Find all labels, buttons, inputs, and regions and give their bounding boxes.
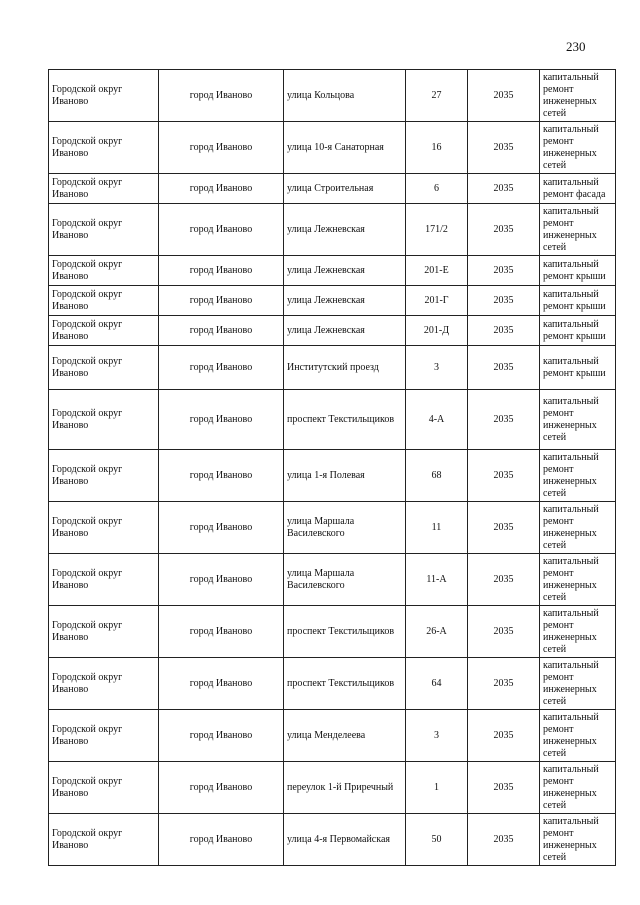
municipal-district-cell: Городской округ Иваново: [49, 256, 159, 286]
year-cell: 2035: [468, 174, 540, 204]
municipal-district-cell: Городской округ Иваново: [49, 316, 159, 346]
municipal-district-cell: Городской округ Иваново: [49, 658, 159, 710]
city-cell: город Иваново: [159, 658, 284, 710]
year-cell: 2035: [468, 814, 540, 866]
work-type-cell: капитальный ремонт инженерных сетей: [540, 710, 616, 762]
work-type-cell: капитальный ремонт инженерных сетей: [540, 390, 616, 450]
municipal-district-cell: Городской округ Иваново: [49, 286, 159, 316]
municipal-district-cell: Городской округ Иваново: [49, 204, 159, 256]
street-cell: улица 10-я Санаторная: [284, 122, 406, 174]
house-number-cell: 6: [406, 174, 468, 204]
work-type-cell: капитальный ремонт крыши: [540, 316, 616, 346]
year-cell: 2035: [468, 286, 540, 316]
house-number-cell: 3: [406, 346, 468, 390]
work-type-cell: капитальный ремонт инженерных сетей: [540, 658, 616, 710]
street-cell: улица Лежневская: [284, 316, 406, 346]
city-cell: город Иваново: [159, 204, 284, 256]
table-row: [49, 710, 616, 762]
municipal-district-cell: Городской округ Иваново: [49, 814, 159, 866]
street-cell: проспект Текстильщиков: [284, 658, 406, 710]
work-type-cell: капитальный ремонт инженерных сетей: [540, 814, 616, 866]
city-cell: город Иваново: [159, 762, 284, 814]
year-cell: 2035: [468, 450, 540, 502]
year-cell: 2035: [468, 122, 540, 174]
city-cell: город Иваново: [159, 174, 284, 204]
work-type-cell: капитальный ремонт инженерных сетей: [540, 554, 616, 606]
house-number-cell: 201-Е: [406, 256, 468, 286]
table-row: [49, 204, 616, 256]
work-type-cell: капитальный ремонт фасада: [540, 174, 616, 204]
repair-schedule-table: [48, 69, 616, 866]
municipal-district-cell: Городской округ Иваново: [49, 502, 159, 554]
year-cell: 2035: [468, 658, 540, 710]
house-number-cell: 27: [406, 70, 468, 122]
street-cell: улица 1-я Полевая: [284, 450, 406, 502]
year-cell: 2035: [468, 256, 540, 286]
city-cell: город Иваново: [159, 346, 284, 390]
municipal-district-cell: Городской округ Иваново: [49, 554, 159, 606]
street-cell: проспект Текстильщиков: [284, 390, 406, 450]
street-cell: улица 4-я Первомайская: [284, 814, 406, 866]
table-row: [49, 762, 616, 814]
work-type-cell: капитальный ремонт крыши: [540, 256, 616, 286]
house-number-cell: 3: [406, 710, 468, 762]
work-type-cell: капитальный ремонт инженерных сетей: [540, 502, 616, 554]
municipal-district-cell: Городской округ Иваново: [49, 450, 159, 502]
house-number-cell: 50: [406, 814, 468, 866]
table-body: [49, 70, 616, 866]
municipal-district-cell: Городской округ Иваново: [49, 122, 159, 174]
house-number-cell: 11: [406, 502, 468, 554]
work-type-cell: капитальный ремонт крыши: [540, 346, 616, 390]
table-row: [49, 316, 616, 346]
year-cell: 2035: [468, 710, 540, 762]
year-cell: 2035: [468, 554, 540, 606]
year-cell: 2035: [468, 204, 540, 256]
city-cell: город Иваново: [159, 606, 284, 658]
street-cell: переулок 1-й Приречный: [284, 762, 406, 814]
work-type-cell: капитальный ремонт инженерных сетей: [540, 762, 616, 814]
municipal-district-cell: Городской округ Иваново: [49, 710, 159, 762]
page-number: 230: [566, 39, 586, 54]
city-cell: город Иваново: [159, 502, 284, 554]
city-cell: город Иваново: [159, 450, 284, 502]
street-cell: улица Лежневская: [284, 204, 406, 256]
work-type-cell: капитальный ремонт инженерных сетей: [540, 122, 616, 174]
municipal-district-cell: Городской округ Иваново: [49, 70, 159, 122]
street-cell: улица Менделеева: [284, 710, 406, 762]
city-cell: город Иваново: [159, 286, 284, 316]
table-row: [49, 450, 616, 502]
year-cell: 2035: [468, 390, 540, 450]
table-row: [49, 174, 616, 204]
year-cell: 2035: [468, 346, 540, 390]
city-cell: город Иваново: [159, 710, 284, 762]
year-cell: 2035: [468, 762, 540, 814]
city-cell: город Иваново: [159, 390, 284, 450]
house-number-cell: 171/2: [406, 204, 468, 256]
city-cell: город Иваново: [159, 256, 284, 286]
municipal-district-cell: Городской округ Иваново: [49, 346, 159, 390]
table-row: [49, 286, 616, 316]
street-cell: улица Кольцова: [284, 70, 406, 122]
house-number-cell: 1: [406, 762, 468, 814]
street-cell: улица Маршала Василевского: [284, 502, 406, 554]
work-type-cell: капитальный ремонт крыши: [540, 286, 616, 316]
table-row: [49, 390, 616, 450]
house-number-cell: 4-А: [406, 390, 468, 450]
year-cell: 2035: [468, 316, 540, 346]
table-row: [49, 502, 616, 554]
street-cell: проспект Текстильщиков: [284, 606, 406, 658]
house-number-cell: 201-Г: [406, 286, 468, 316]
work-type-cell: капитальный ремонт инженерных сетей: [540, 450, 616, 502]
municipal-district-cell: Городской округ Иваново: [49, 390, 159, 450]
table-row: [49, 346, 616, 390]
table-row: [49, 122, 616, 174]
city-cell: город Иваново: [159, 70, 284, 122]
year-cell: 2035: [468, 70, 540, 122]
street-cell: улица Маршала Василевского: [284, 554, 406, 606]
municipal-district-cell: Городской округ Иваново: [49, 606, 159, 658]
table-row: [49, 606, 616, 658]
house-number-cell: 11-А: [406, 554, 468, 606]
house-number-cell: 68: [406, 450, 468, 502]
work-type-cell: капитальный ремонт инженерных сетей: [540, 204, 616, 256]
city-cell: город Иваново: [159, 814, 284, 866]
city-cell: город Иваново: [159, 554, 284, 606]
municipal-district-cell: Городской округ Иваново: [49, 762, 159, 814]
city-cell: город Иваново: [159, 122, 284, 174]
table-row: [49, 814, 616, 866]
house-number-cell: 201-Д: [406, 316, 468, 346]
street-cell: улица Строительная: [284, 174, 406, 204]
street-cell: улица Лежневская: [284, 286, 406, 316]
street-cell: Институтский проезд: [284, 346, 406, 390]
house-number-cell: 16: [406, 122, 468, 174]
table-row: [49, 554, 616, 606]
house-number-cell: 26-А: [406, 606, 468, 658]
year-cell: 2035: [468, 606, 540, 658]
city-cell: город Иваново: [159, 316, 284, 346]
table-row: [49, 70, 616, 122]
table-row: [49, 256, 616, 286]
year-cell: 2035: [468, 502, 540, 554]
street-cell: улица Лежневская: [284, 256, 406, 286]
work-type-cell: капитальный ремонт инженерных сетей: [540, 70, 616, 122]
municipal-district-cell: Городской округ Иваново: [49, 174, 159, 204]
table-row: [49, 658, 616, 710]
work-type-cell: капитальный ремонт инженерных сетей: [540, 606, 616, 658]
house-number-cell: 64: [406, 658, 468, 710]
